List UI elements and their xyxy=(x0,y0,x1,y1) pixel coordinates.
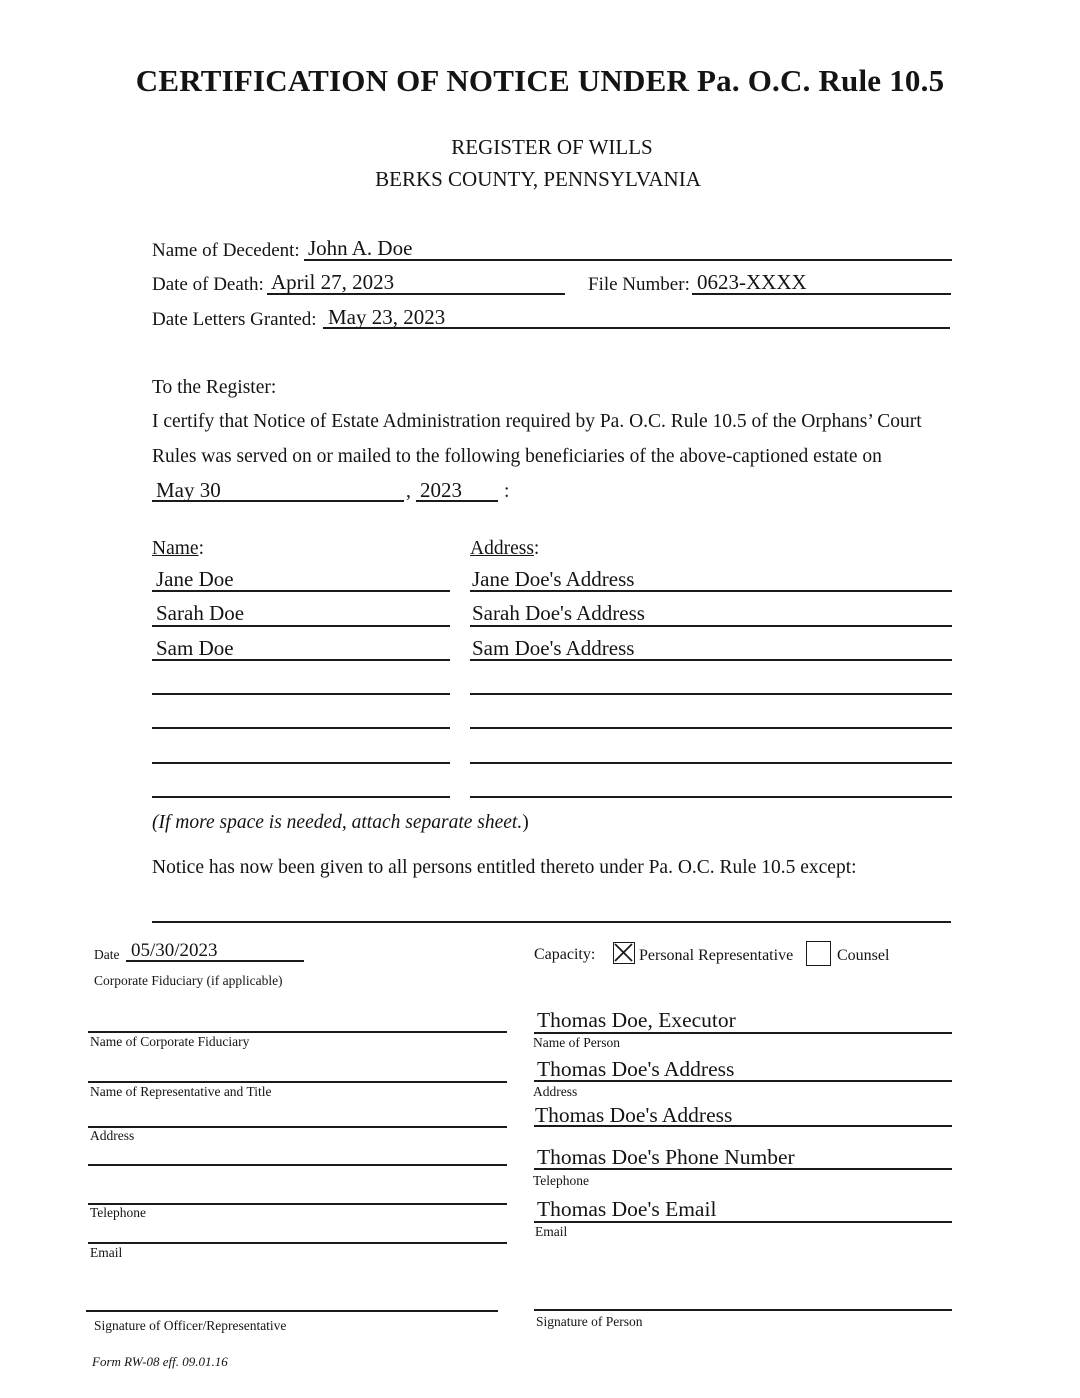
name-column-header xyxy=(152,538,204,560)
person-name-label: Name of Person xyxy=(533,1035,620,1050)
service-date-month-day-field[interactable]: May 30 xyxy=(156,478,221,502)
corporate-email-line xyxy=(88,1242,507,1244)
beneficiary-name-line xyxy=(152,693,450,695)
capacity-label: Capacity: xyxy=(534,946,596,963)
corporate-email-label: Email xyxy=(90,1245,123,1260)
beneficiary-address-line xyxy=(470,590,952,592)
name-header-colon: : xyxy=(198,538,204,559)
person-address-line-2 xyxy=(534,1125,952,1127)
service-date-year-line xyxy=(416,500,498,502)
person-telephone-label: Telephone xyxy=(533,1173,590,1188)
beneficiary-name-field[interactable]: Sarah Doe xyxy=(156,601,245,625)
file-number-label: File Number: xyxy=(588,274,690,295)
more-space-note xyxy=(152,812,529,834)
beneficiary-address-field[interactable]: Sam Doe's Address xyxy=(472,636,635,660)
person-telephone-field[interactable]: Thomas Doe's Phone Number xyxy=(537,1145,795,1169)
beneficiary-address-line xyxy=(470,659,952,661)
beneficiary-name-field[interactable]: Jane Doe xyxy=(156,567,234,591)
decedent-name-label: Name of Decedent: xyxy=(152,240,300,261)
service-date-comma: , xyxy=(406,481,411,502)
corporate-fiduciary-heading: Corporate Fiduciary (if applicable) xyxy=(94,973,283,988)
date-label: Date xyxy=(94,947,120,962)
beneficiary-address-line xyxy=(470,625,952,627)
certification-line-2: Rules was served on or mailed to the following beneficiaries of the above-captioned estate on xyxy=(152,446,882,467)
person-signature-line[interactable] xyxy=(534,1309,952,1311)
more-space-note-close: ) xyxy=(522,812,529,833)
person-email-line xyxy=(534,1221,952,1223)
person-email-field[interactable]: Thomas Doe's Email xyxy=(537,1197,717,1221)
person-email-label: Email xyxy=(535,1224,568,1239)
file-number-line xyxy=(692,293,951,295)
corporate-address-line-2 xyxy=(88,1164,507,1166)
beneficiary-name-line xyxy=(152,659,450,661)
beneficiary-address-line xyxy=(470,693,952,695)
corporate-telephone-label: Telephone xyxy=(90,1205,147,1220)
date-of-death-label: Date of Death: xyxy=(152,274,264,295)
corporate-address-line xyxy=(88,1126,507,1128)
page-title: CERTIFICATION OF NOTICE UNDER Pa. O.C. Rule 10.5 xyxy=(135,63,945,98)
corporate-telephone-line xyxy=(88,1203,507,1205)
exceptions-text: Notice has now been given to all persons entitled thereto under Pa. O.C. Rule 10.5 except: xyxy=(152,857,857,878)
corporate-fiduciary-name-label: Name of Corporate Fiduciary xyxy=(90,1034,250,1049)
representative-title-line xyxy=(88,1081,507,1083)
person-name-field[interactable]: Thomas Doe, Executor xyxy=(537,1008,736,1032)
corporate-fiduciary-name-line xyxy=(88,1031,507,1033)
service-date-year-field[interactable]: 2023 xyxy=(420,478,462,502)
address-header-text: Address xyxy=(470,538,534,559)
date-of-death-field[interactable]: April 27, 2023 xyxy=(271,270,395,294)
letters-granted-field[interactable]: May 23, 2023 xyxy=(328,305,446,329)
person-signature-label: Signature of Person xyxy=(536,1314,643,1329)
name-header-text: Name xyxy=(152,538,199,559)
beneficiary-name-line xyxy=(152,727,450,729)
person-telephone-line xyxy=(534,1168,952,1170)
corporate-address-label: Address xyxy=(90,1128,135,1143)
beneficiary-name-line xyxy=(152,625,450,627)
address-header-colon: : xyxy=(533,538,540,559)
beneficiary-address-line xyxy=(470,762,952,764)
beneficiary-name-field[interactable]: Sam Doe xyxy=(156,636,234,660)
date-of-death-line xyxy=(267,293,565,295)
salutation: To the Register: xyxy=(152,377,277,398)
officer-signature-line[interactable] xyxy=(86,1310,498,1312)
personal-representative-checkbox[interactable] xyxy=(613,942,635,964)
counsel-label: Counsel xyxy=(837,947,890,964)
checkbox-x-icon xyxy=(614,943,633,962)
office-heading: REGISTER OF WILLS xyxy=(451,135,653,159)
beneficiary-address-line xyxy=(470,796,952,798)
date-line xyxy=(126,960,304,962)
beneficiary-address-field[interactable]: Sarah Doe's Address xyxy=(472,601,645,625)
letters-granted-label: Date Letters Granted: xyxy=(152,309,317,330)
decedent-name-line xyxy=(304,259,952,261)
address-column-header xyxy=(470,538,539,560)
certification-line-1: I certify that Notice of Estate Administration required by Pa. O.C. Rule 10.5 of the Orphans’ Court xyxy=(152,411,922,432)
counsel-checkbox[interactable] xyxy=(806,941,831,966)
person-address-field-2[interactable]: Thomas Doe's Address xyxy=(535,1103,733,1127)
beneficiary-address-line xyxy=(470,727,952,729)
person-address-line xyxy=(534,1080,952,1082)
service-date-month-day-line xyxy=(152,500,404,502)
date-field[interactable]: 05/30/2023 xyxy=(131,940,218,961)
person-address-label: Address xyxy=(533,1084,578,1099)
county-heading: BERKS COUNTY, PENNSYLVANIA xyxy=(375,167,701,191)
exceptions-line xyxy=(152,921,951,923)
person-address-field[interactable]: Thomas Doe's Address xyxy=(537,1057,735,1081)
beneficiary-name-line xyxy=(152,796,450,798)
personal-representative-label: Personal Representative xyxy=(639,947,794,964)
beneficiary-name-line xyxy=(152,590,450,592)
file-number-field[interactable]: 0623-XXXX xyxy=(697,270,807,294)
officer-signature-label: Signature of Officer/Representative xyxy=(94,1318,287,1333)
beneficiary-name-line xyxy=(152,762,450,764)
form-id: Form RW-08 eff. 09.01.16 xyxy=(92,1354,228,1369)
letters-granted-line xyxy=(323,327,950,329)
representative-title-label: Name of Representative and Title xyxy=(90,1084,272,1099)
decedent-name-field[interactable]: John A. Doe xyxy=(308,236,413,260)
person-name-line xyxy=(534,1032,952,1034)
more-space-note-text: (If more space is needed, attach separate sheet. xyxy=(152,812,523,833)
beneficiary-address-field[interactable]: Jane Doe's Address xyxy=(472,567,635,591)
service-date-colon: : xyxy=(504,481,510,502)
